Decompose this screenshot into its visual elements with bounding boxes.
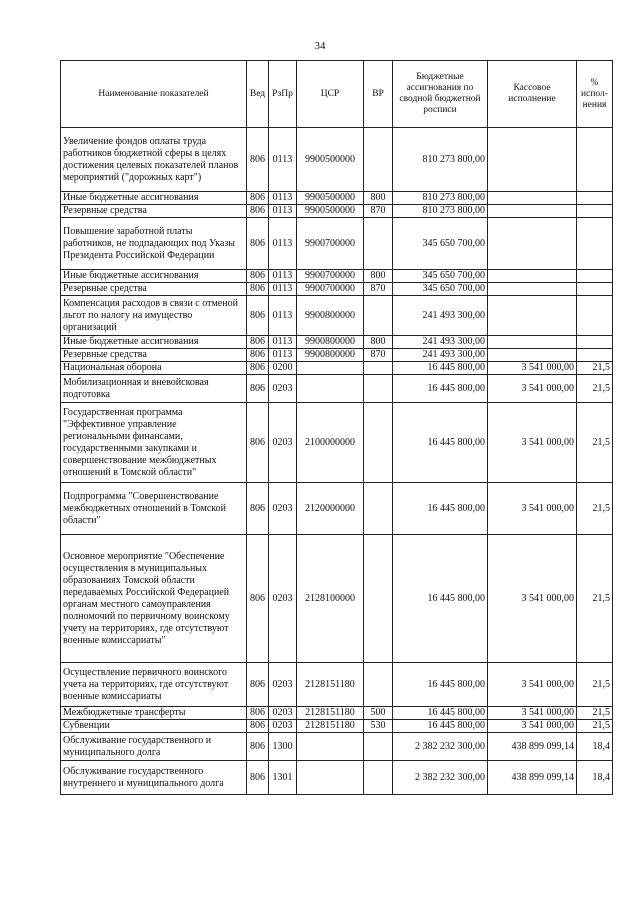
cell-csr: 9900700000 bbox=[297, 218, 364, 270]
cell-name: Подпрограмма "Совершенствование межбюджетных отношений в Томской области" bbox=[61, 483, 247, 535]
cell-ved: 806 bbox=[247, 375, 269, 403]
cell-budget: 16 445 800,00 bbox=[393, 720, 488, 733]
cell-pct bbox=[577, 336, 613, 349]
cell-pct bbox=[577, 296, 613, 336]
cell-vr: 870 bbox=[364, 349, 393, 362]
table-row bbox=[61, 362, 613, 375]
cell-rzpr: 0113 bbox=[269, 270, 297, 283]
cell-name: Увеличение фондов оплаты труда работников бюджетной сферы в целях достижения целевых показателей планов мероприятий ("дорожных карт") bbox=[61, 128, 247, 192]
cell-pct bbox=[577, 283, 613, 296]
cell-rzpr: 0203 bbox=[269, 483, 297, 535]
cell-rzpr: 0113 bbox=[269, 349, 297, 362]
cell-pct bbox=[577, 270, 613, 283]
table-row bbox=[61, 663, 613, 707]
cell-name: Обслуживание государственного и муниципального долга bbox=[61, 733, 247, 761]
cell-rzpr: 0203 bbox=[269, 403, 297, 483]
cell-vr bbox=[364, 663, 393, 707]
cell-name: Межбюджетные трансферты bbox=[61, 707, 247, 720]
cell-budget: 345 650 700,00 bbox=[393, 283, 488, 296]
cell-ved: 806 bbox=[247, 296, 269, 336]
budget-table bbox=[60, 60, 613, 795]
page-number: 34 bbox=[314, 40, 326, 52]
cell-pct bbox=[577, 349, 613, 362]
cell-rzpr: 0203 bbox=[269, 663, 297, 707]
cell-vr: 500 bbox=[364, 707, 393, 720]
cell-cash: 438 899 099,14 bbox=[488, 733, 577, 761]
header-vr: ВР bbox=[364, 61, 393, 128]
cell-pct: 18,4 bbox=[577, 761, 613, 795]
cell-cash: 3 541 000,00 bbox=[488, 707, 577, 720]
cell-vr bbox=[364, 733, 393, 761]
cell-pct: 21,5 bbox=[577, 663, 613, 707]
cell-name: Компенсация расходов в связи с отменой льгот по налогу на имущество организаций bbox=[61, 296, 247, 336]
cell-budget: 16 445 800,00 bbox=[393, 535, 488, 663]
header-budget: Бюджетные ассигнования по сводной бюджетной росписи bbox=[393, 61, 488, 128]
cell-cash: 3 541 000,00 bbox=[488, 375, 577, 403]
cell-rzpr: 0113 bbox=[269, 283, 297, 296]
cell-name: Иные бюджетные ассигнования bbox=[61, 336, 247, 349]
cell-vr: 800 bbox=[364, 192, 393, 205]
cell-pct bbox=[577, 192, 613, 205]
cell-budget: 16 445 800,00 bbox=[393, 483, 488, 535]
cell-csr: 9900800000 bbox=[297, 336, 364, 349]
cell-rzpr: 0203 bbox=[269, 535, 297, 663]
cell-cash bbox=[488, 218, 577, 270]
cell-budget: 241 493 300,00 bbox=[393, 349, 488, 362]
cell-name: Субвенции bbox=[61, 720, 247, 733]
cell-ved: 806 bbox=[247, 535, 269, 663]
cell-rzpr: 0203 bbox=[269, 707, 297, 720]
cell-budget: 16 445 800,00 bbox=[393, 403, 488, 483]
cell-csr: 2100000000 bbox=[297, 403, 364, 483]
cell-cash: 3 541 000,00 bbox=[488, 362, 577, 375]
cell-pct: 18,4 bbox=[577, 733, 613, 761]
table-row bbox=[61, 720, 613, 733]
cell-cash bbox=[488, 128, 577, 192]
cell-ved: 806 bbox=[247, 761, 269, 795]
cell-budget: 2 382 232 300,00 bbox=[393, 733, 488, 761]
cell-cash: 3 541 000,00 bbox=[488, 403, 577, 483]
cell-pct: 21,5 bbox=[577, 535, 613, 663]
cell-pct bbox=[577, 218, 613, 270]
cell-ved: 806 bbox=[247, 733, 269, 761]
header-name: Наименование показателей bbox=[61, 61, 247, 128]
cell-ved: 806 bbox=[247, 128, 269, 192]
cell-vr bbox=[364, 128, 393, 192]
cell-csr: 9900700000 bbox=[297, 283, 364, 296]
cell-vr bbox=[364, 535, 393, 663]
cell-name: Национальная оборона bbox=[61, 362, 247, 375]
cell-cash bbox=[488, 349, 577, 362]
cell-name: Повышение заработной платы работников, не подпадающих под Указы Президента Российской Федерации bbox=[61, 218, 247, 270]
table-row bbox=[61, 707, 613, 720]
table-row bbox=[61, 283, 613, 296]
cell-rzpr: 1300 bbox=[269, 733, 297, 761]
cell-rzpr: 1301 bbox=[269, 761, 297, 795]
cell-cash bbox=[488, 205, 577, 218]
cell-csr: 9900500000 bbox=[297, 205, 364, 218]
cell-ved: 806 bbox=[247, 362, 269, 375]
cell-name: Иные бюджетные ассигнования bbox=[61, 192, 247, 205]
cell-csr: 2120000000 bbox=[297, 483, 364, 535]
cell-cash bbox=[488, 192, 577, 205]
cell-rzpr: 0113 bbox=[269, 336, 297, 349]
cell-name: Резервные средства bbox=[61, 205, 247, 218]
table-row bbox=[61, 349, 613, 362]
cell-ved: 806 bbox=[247, 663, 269, 707]
table-row bbox=[61, 535, 613, 663]
header-rzpr: РзПр bbox=[269, 61, 297, 128]
cell-vr bbox=[364, 761, 393, 795]
cell-csr: 9900700000 bbox=[297, 270, 364, 283]
cell-csr: 2128100000 bbox=[297, 535, 364, 663]
cell-budget: 810 273 800,00 bbox=[393, 128, 488, 192]
table-row bbox=[61, 733, 613, 761]
cell-pct: 21,5 bbox=[577, 362, 613, 375]
table-row bbox=[61, 128, 613, 192]
cell-name: Резервные средства bbox=[61, 349, 247, 362]
cell-name: Государственная программа "Эффективное управление региональными финансами, государственными закупками и совершенствование межбюджетных отношений в Томской области" bbox=[61, 403, 247, 483]
cell-cash: 438 899 099,14 bbox=[488, 761, 577, 795]
cell-cash: 3 541 000,00 bbox=[488, 720, 577, 733]
cell-cash bbox=[488, 283, 577, 296]
cell-ved: 806 bbox=[247, 707, 269, 720]
cell-name: Осуществление первичного воинского учета на территориях, где отсутствуют военные комиссариаты bbox=[61, 663, 247, 707]
cell-csr: 2128151180 bbox=[297, 720, 364, 733]
cell-csr: 2128151180 bbox=[297, 663, 364, 707]
cell-pct bbox=[577, 128, 613, 192]
cell-csr: 9900500000 bbox=[297, 192, 364, 205]
cell-ved: 806 bbox=[247, 205, 269, 218]
cell-vr bbox=[364, 483, 393, 535]
cell-cash bbox=[488, 336, 577, 349]
cell-pct: 21,5 bbox=[577, 403, 613, 483]
cell-cash: 3 541 000,00 bbox=[488, 483, 577, 535]
cell-csr: 9900800000 bbox=[297, 349, 364, 362]
cell-name: Основное мероприятие "Обеспечение осуществления в муниципальных образованиях Томской области передаваемых Российской Федерацией органам местного самоуправления полномочий по первичному воинскому учету на территориях, где отсутствуют военные комиссариаты" bbox=[61, 535, 247, 663]
cell-cash bbox=[488, 270, 577, 283]
table-row bbox=[61, 218, 613, 270]
cell-rzpr: 0113 bbox=[269, 296, 297, 336]
cell-vr bbox=[364, 218, 393, 270]
cell-vr: 800 bbox=[364, 336, 393, 349]
cell-ved: 806 bbox=[247, 720, 269, 733]
header-cash: Кассовое исполнение bbox=[488, 61, 577, 128]
table-row bbox=[61, 336, 613, 349]
table-row bbox=[61, 761, 613, 795]
cell-cash: 3 541 000,00 bbox=[488, 535, 577, 663]
cell-csr bbox=[297, 761, 364, 795]
cell-csr bbox=[297, 375, 364, 403]
cell-budget: 16 445 800,00 bbox=[393, 707, 488, 720]
cell-vr: 870 bbox=[364, 205, 393, 218]
cell-pct: 21,5 bbox=[577, 483, 613, 535]
table-row bbox=[61, 403, 613, 483]
cell-csr bbox=[297, 362, 364, 375]
cell-budget: 241 493 300,00 bbox=[393, 296, 488, 336]
cell-pct: 21,5 bbox=[577, 707, 613, 720]
table-row bbox=[61, 205, 613, 218]
cell-budget: 345 650 700,00 bbox=[393, 218, 488, 270]
cell-cash bbox=[488, 296, 577, 336]
cell-name: Мобилизационная и вневойсковая подготовка bbox=[61, 375, 247, 403]
cell-ved: 806 bbox=[247, 349, 269, 362]
cell-pct bbox=[577, 205, 613, 218]
cell-rzpr: 0113 bbox=[269, 192, 297, 205]
cell-budget: 16 445 800,00 bbox=[393, 375, 488, 403]
cell-vr bbox=[364, 362, 393, 375]
cell-ved: 806 bbox=[247, 218, 269, 270]
cell-budget: 241 493 300,00 bbox=[393, 336, 488, 349]
cell-csr: 2128151180 bbox=[297, 707, 364, 720]
header-pct: % испол-нения bbox=[577, 61, 613, 128]
cell-csr: 9900500000 bbox=[297, 128, 364, 192]
table-row bbox=[61, 483, 613, 535]
cell-pct: 21,5 bbox=[577, 720, 613, 733]
table-row bbox=[61, 296, 613, 336]
cell-vr bbox=[364, 375, 393, 403]
cell-budget: 810 273 800,00 bbox=[393, 205, 488, 218]
cell-name: Иные бюджетные ассигнования bbox=[61, 270, 247, 283]
cell-budget: 16 445 800,00 bbox=[393, 663, 488, 707]
cell-vr: 800 bbox=[364, 270, 393, 283]
cell-ved: 806 bbox=[247, 483, 269, 535]
cell-budget: 16 445 800,00 bbox=[393, 362, 488, 375]
cell-rzpr: 0203 bbox=[269, 720, 297, 733]
cell-rzpr: 0113 bbox=[269, 205, 297, 218]
table-row bbox=[61, 192, 613, 205]
header-csr: ЦСР bbox=[297, 61, 364, 128]
cell-vr: 530 bbox=[364, 720, 393, 733]
cell-budget: 345 650 700,00 bbox=[393, 270, 488, 283]
cell-ved: 806 bbox=[247, 403, 269, 483]
cell-rzpr: 0203 bbox=[269, 375, 297, 403]
cell-cash: 3 541 000,00 bbox=[488, 663, 577, 707]
cell-ved: 806 bbox=[247, 270, 269, 283]
cell-csr bbox=[297, 733, 364, 761]
cell-ved: 806 bbox=[247, 192, 269, 205]
table-row bbox=[61, 375, 613, 403]
cell-vr bbox=[364, 403, 393, 483]
table-row bbox=[61, 270, 613, 283]
cell-ved: 806 bbox=[247, 283, 269, 296]
cell-budget: 810 273 800,00 bbox=[393, 192, 488, 205]
header-ved: Вед bbox=[247, 61, 269, 128]
cell-pct: 21,5 bbox=[577, 375, 613, 403]
cell-ved: 806 bbox=[247, 336, 269, 349]
cell-budget: 2 382 232 300,00 bbox=[393, 761, 488, 795]
cell-csr: 9900800000 bbox=[297, 296, 364, 336]
cell-rzpr: 0200 bbox=[269, 362, 297, 375]
cell-name: Резервные средства bbox=[61, 283, 247, 296]
cell-vr bbox=[364, 296, 393, 336]
table-header-row bbox=[61, 61, 613, 128]
cell-vr: 870 bbox=[364, 283, 393, 296]
cell-name: Обслуживание государственного внутреннего и муниципального долга bbox=[61, 761, 247, 795]
cell-rzpr: 0113 bbox=[269, 218, 297, 270]
cell-rzpr: 0113 bbox=[269, 128, 297, 192]
